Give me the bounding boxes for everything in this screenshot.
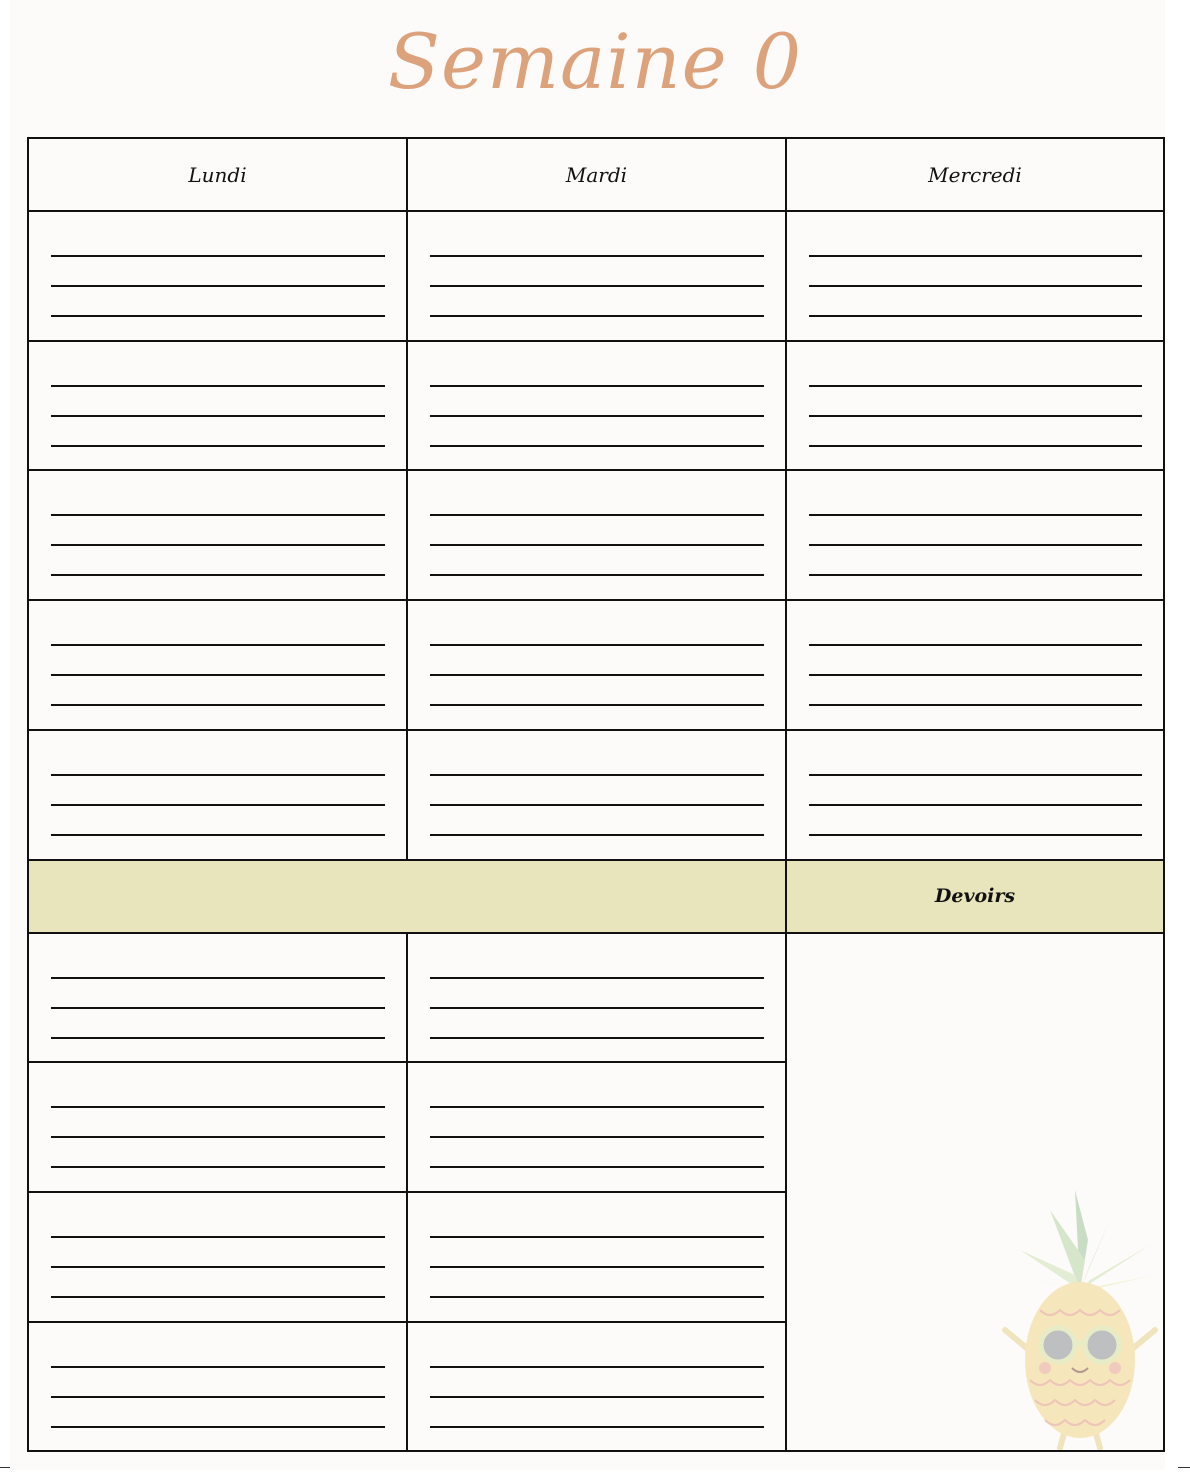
writing-line[interactable] <box>809 255 1142 257</box>
homework-header: Devoirs <box>934 885 1016 907</box>
writing-line[interactable] <box>51 1007 385 1009</box>
day-header-mardi: Mardi <box>565 163 628 187</box>
writing-line[interactable] <box>430 834 764 836</box>
edge-mark <box>1178 1467 1190 1468</box>
writing-line[interactable] <box>430 1266 764 1268</box>
writing-line[interactable] <box>430 1007 764 1009</box>
writing-line[interactable] <box>51 1396 385 1398</box>
writing-line[interactable] <box>51 255 385 257</box>
writing-line[interactable] <box>430 574 764 576</box>
writing-line[interactable] <box>430 1136 764 1138</box>
writing-line[interactable] <box>430 385 764 387</box>
writing-line[interactable] <box>430 704 764 706</box>
writing-line[interactable] <box>809 445 1142 447</box>
writing-line[interactable] <box>51 445 385 447</box>
writing-line[interactable] <box>430 255 764 257</box>
writing-line[interactable] <box>430 1426 764 1428</box>
column-divider <box>406 139 408 861</box>
writing-line[interactable] <box>51 804 385 806</box>
writing-line[interactable] <box>430 1106 764 1108</box>
writing-line[interactable] <box>430 445 764 447</box>
writing-line[interactable] <box>51 977 385 979</box>
writing-line[interactable] <box>809 285 1142 287</box>
writing-line[interactable] <box>51 704 385 706</box>
row-divider <box>29 599 1163 601</box>
writing-line[interactable] <box>430 544 764 546</box>
writing-line[interactable] <box>430 674 764 676</box>
pineapple-icon <box>990 1180 1170 1450</box>
writing-line[interactable] <box>430 514 764 516</box>
writing-line[interactable] <box>430 977 764 979</box>
writing-line[interactable] <box>430 415 764 417</box>
row-divider <box>29 1321 787 1323</box>
writing-line[interactable] <box>430 1166 764 1168</box>
writing-line[interactable] <box>51 574 385 576</box>
row-divider <box>29 1061 787 1063</box>
page-title: Semaine 0 <box>387 17 803 106</box>
writing-line[interactable] <box>51 1296 385 1298</box>
writing-line[interactable] <box>430 774 764 776</box>
day-header-lundi: Lundi <box>188 163 247 187</box>
writing-line[interactable] <box>51 285 385 287</box>
writing-line[interactable] <box>51 674 385 676</box>
writing-line[interactable] <box>51 1166 385 1168</box>
writing-line[interactable] <box>809 674 1142 676</box>
writing-line[interactable] <box>430 1037 764 1039</box>
row-divider <box>29 729 1163 731</box>
writing-line[interactable] <box>51 385 385 387</box>
writing-line[interactable] <box>809 514 1142 516</box>
writing-line[interactable] <box>430 804 764 806</box>
row-divider <box>29 1191 787 1193</box>
writing-line[interactable] <box>809 774 1142 776</box>
writing-line[interactable] <box>51 644 385 646</box>
writing-line[interactable] <box>809 704 1142 706</box>
writing-line[interactable] <box>51 1426 385 1428</box>
writing-line[interactable] <box>809 315 1142 317</box>
writing-line[interactable] <box>51 1106 385 1108</box>
writing-line[interactable] <box>51 315 385 317</box>
writing-line[interactable] <box>430 315 764 317</box>
writing-line[interactable] <box>51 1266 385 1268</box>
writing-line[interactable] <box>809 385 1142 387</box>
writing-line[interactable] <box>430 285 764 287</box>
writing-line[interactable] <box>51 1037 385 1039</box>
writing-line[interactable] <box>51 834 385 836</box>
writing-line[interactable] <box>51 415 385 417</box>
writing-line[interactable] <box>51 514 385 516</box>
row-divider <box>29 210 1163 212</box>
writing-line[interactable] <box>51 1136 385 1138</box>
writing-line[interactable] <box>809 415 1142 417</box>
writing-line[interactable] <box>430 1366 764 1368</box>
writing-line[interactable] <box>809 804 1142 806</box>
writing-line[interactable] <box>430 1396 764 1398</box>
row-divider <box>29 932 1163 934</box>
writing-line[interactable] <box>51 544 385 546</box>
column-divider <box>785 139 787 1450</box>
writing-line[interactable] <box>430 644 764 646</box>
writing-line[interactable] <box>809 544 1142 546</box>
writing-line[interactable] <box>51 774 385 776</box>
row-divider <box>29 340 1163 342</box>
writing-line[interactable] <box>809 574 1142 576</box>
writing-line[interactable] <box>430 1236 764 1238</box>
writing-line[interactable] <box>430 1296 764 1298</box>
day-header-mercredi: Mercredi <box>928 163 1022 187</box>
writing-line[interactable] <box>809 834 1142 836</box>
row-divider <box>29 469 1163 471</box>
writing-line[interactable] <box>51 1366 385 1368</box>
writing-line[interactable] <box>809 644 1142 646</box>
edge-mark <box>0 1467 10 1468</box>
writing-line[interactable] <box>51 1236 385 1238</box>
